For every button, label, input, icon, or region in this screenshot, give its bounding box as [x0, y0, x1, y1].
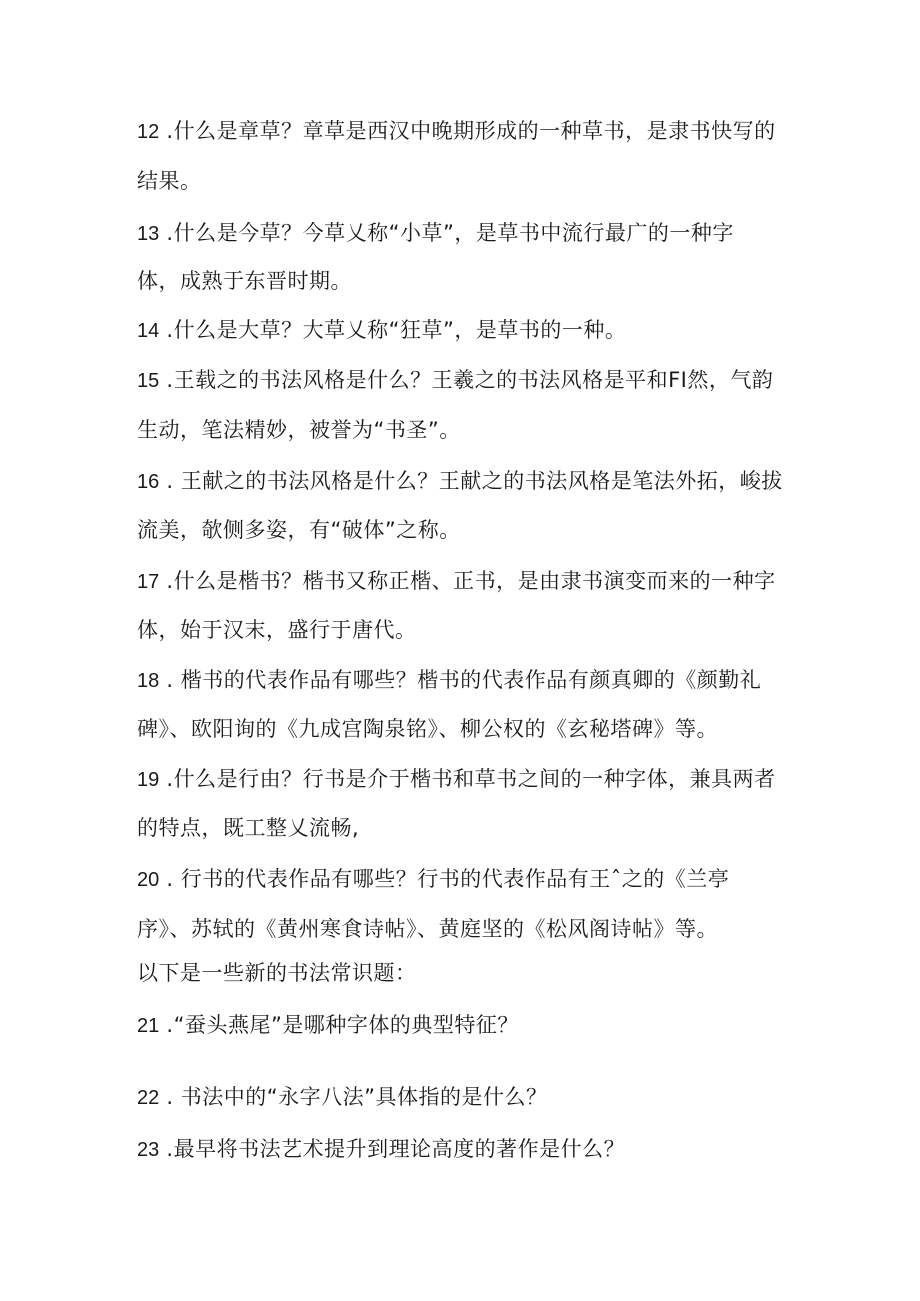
- item-number: 15: [137, 370, 160, 392]
- item-15: [137, 365, 797, 396]
- item-text: .什么是章草？章草是西汉中晚期形成的一种草书，是隶书快写的: [159, 119, 776, 143]
- item-14: [137, 315, 797, 346]
- item-18-continuation: 碑》、欧阳询的《九成宫陶泉铭》、柳公权的《玄秘塔碑》等。: [137, 717, 718, 741]
- item-13: [137, 218, 797, 249]
- item-17-continuation: 体，始于汉末，盛行于唐代。: [137, 618, 417, 642]
- intro-text: 以下是一些新的书法常识题：: [137, 961, 417, 985]
- item-text: .什么是行由？行书是介于楷书和草书之间的一种字体，兼具两者: [159, 767, 776, 791]
- item-number: 12: [137, 121, 160, 143]
- question-text: . 书法中的“永字八法”具体指的是什么？: [159, 1085, 548, 1109]
- question-number: 22: [137, 1087, 160, 1109]
- item-text: .王载之的书法风格是什么？王羲之的书法风格是平和FI然，气韵: [159, 368, 774, 392]
- item-20: [137, 864, 797, 895]
- item-text: .什么是今草？今草乂称“小草”，是草书中流行最广的一种字: [159, 221, 734, 245]
- item-13-continuation: 体，成熟于东晋时期。: [137, 269, 352, 293]
- item-text: .什么是楷书？楷书又称正楷、正书，是由隶书演变而来的一种字: [159, 569, 776, 593]
- question-text: .最早将书法艺术提升到理论高度的著作是什么？: [159, 1137, 626, 1161]
- item-number: 16: [137, 471, 160, 493]
- item-number: 19: [137, 769, 160, 791]
- item-19-continuation: 的特点，既工整乂流畅,: [137, 816, 360, 840]
- item-text: .什么是大草？大草乂称“狂草”，是草书的一种。: [159, 318, 627, 342]
- question-22: [137, 1082, 797, 1113]
- item-number: 17: [137, 571, 160, 593]
- item-12-continuation: 结果。: [137, 169, 202, 193]
- item-number: 14: [137, 320, 160, 342]
- item-12: [137, 116, 797, 147]
- item-16-continuation: 流美，欹侧多姿，有“破体”之称。: [137, 518, 461, 542]
- question-text: .“蚕头燕尾”是哪种字体的典型特征？: [159, 1013, 519, 1037]
- question-number: 23: [137, 1139, 160, 1161]
- item-17: [137, 566, 797, 597]
- item-16: [137, 466, 797, 497]
- question-number: 21: [137, 1015, 160, 1037]
- item-text: . 楷书的代表作品有哪些？楷书的代表作品有颜真卿的《颜勤礼: [159, 668, 762, 692]
- item-text: . 行书的代表作品有哪些？行书的代表作品有王ˆ之的《兰亭: [159, 867, 730, 891]
- question-21: [137, 1010, 797, 1041]
- question-23: [137, 1134, 797, 1165]
- item-18: [137, 665, 797, 696]
- item-text: . 王献之的书法风格是什么？王献之的书法风格是笔法外拓，峻拔: [159, 469, 783, 493]
- item-19: [137, 764, 797, 795]
- item-20-continuation: 序》、苏轼的《黄州寒食诗帖》、黄庭坚的《松风阁诗帖》等。: [137, 917, 718, 941]
- item-number: 18: [137, 670, 160, 692]
- item-number: 20: [137, 869, 160, 891]
- item-15-continuation: 生动，笔法精妙，被誉为“书圣”。: [137, 418, 461, 442]
- item-number: 13: [137, 223, 160, 245]
